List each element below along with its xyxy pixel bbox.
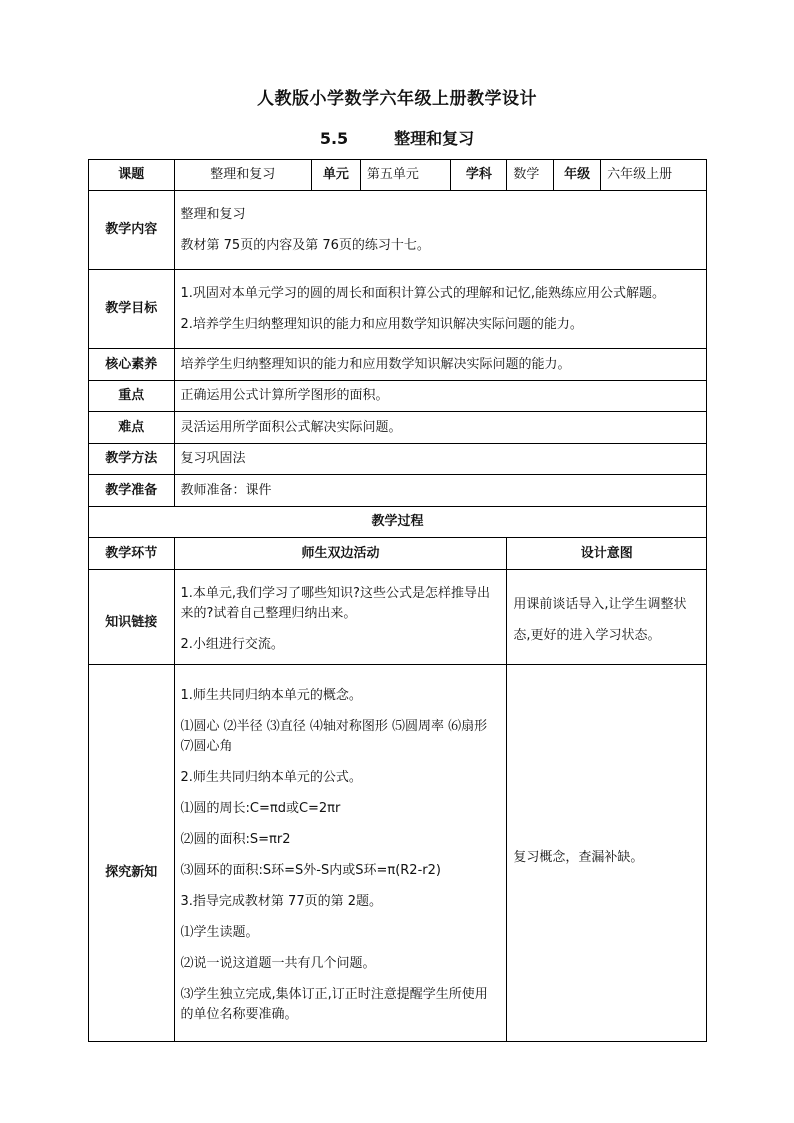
method-value: 复习巩固法 (174, 444, 706, 475)
header-row (89, 160, 707, 191)
method-row (89, 444, 707, 475)
literacy-label: 核心素养 (89, 349, 175, 381)
stage-cell: 知识链接 (89, 570, 175, 665)
activity-line: ⑴圆的周长:C=πd或C=2πr (180, 800, 341, 816)
key-point-label: 重点 (89, 381, 175, 412)
activity-line: 1.本单元,我们学习了哪些知识?这些公式是怎样推导出来的?试着自己整理归纳出来。 (180, 586, 490, 621)
activity-line: ⑶学生独立完成,集体订正,订正时注意提醒学生所使用的单位名称要准确。 (180, 986, 488, 1022)
difficulty-label: 难点 (89, 412, 175, 444)
preparation-row (89, 475, 707, 507)
content-value (174, 191, 706, 270)
activity-line: 1.师生共同归纳本单元的概念。 (180, 687, 362, 703)
difficulty-row (89, 412, 707, 444)
activity-line: 2.师生共同归纳本单元的公式。 (180, 769, 362, 785)
process-row (89, 665, 707, 1042)
content-line: 整理和复习 (180, 206, 246, 222)
unit-value: 第五单元 (360, 160, 451, 191)
intent-cell (507, 570, 707, 665)
intent-text: 用课前谈话导入,让学生调整状态,更好的进入学习状态。 (513, 596, 687, 643)
process-title: 教学过程 (89, 507, 707, 538)
method-label: 教学方法 (89, 444, 175, 475)
process-title-row (89, 507, 707, 538)
lesson-heading (0, 126, 794, 149)
lesson-number: 5.5 (319, 129, 349, 148)
objectives-row (89, 270, 707, 349)
preparation-label: 教学准备 (89, 475, 175, 507)
literacy-row (89, 349, 707, 381)
difficulty-value: 灵活运用所学面积公式解决实际问题。 (174, 412, 706, 444)
activity-line: ⑴圆心 ⑵半径 ⑶直径 ⑷轴对称图形 ⑸圆周率 ⑹扇形 ⑺圆心角 (180, 718, 488, 754)
subject-value: 数学 (507, 160, 554, 191)
key-point-row (89, 381, 707, 412)
intent-column-header: 设计意图 (507, 538, 707, 570)
literacy-value: 培养学生归纳整理知识的能力和应用数学知识解决实际问题的能力。 (174, 349, 706, 381)
topic-value: 整理和复习 (174, 160, 311, 191)
objectives-label: 教学目标 (89, 270, 175, 349)
stage-cell: 探究新知 (89, 665, 175, 1042)
grade-value: 六年级上册 (601, 160, 707, 191)
unit-label: 单元 (311, 160, 360, 191)
process-row (89, 570, 707, 665)
content-label: 教学内容 (89, 191, 175, 270)
intent-cell: 复习概念，查漏补缺。 (507, 665, 707, 1042)
content-row (89, 191, 707, 270)
topic-label: 课题 (89, 160, 175, 191)
activity-line: ⑴学生读题。 (180, 924, 259, 940)
activity-column-header: 师生双边活动 (174, 538, 507, 570)
activity-cell (174, 570, 507, 665)
activity-line: 3.指导完成教材第 77页的第 2题。 (180, 893, 382, 909)
activity-line: ⑵说一说这道题一共有几个问题。 (180, 955, 376, 971)
document-title: 人教版小学数学六年级上册教学设计 (257, 89, 537, 109)
activity-line: ⑵圆的面积:S=πr2 (180, 831, 291, 847)
activity-cell (174, 665, 507, 1042)
objectives-value (174, 270, 706, 349)
key-point-value: 正确运用公式计算所学图形的面积。 (174, 381, 706, 412)
stage-column-header: 教学环节 (89, 538, 175, 570)
subject-label: 学科 (451, 160, 507, 191)
preparation-value: 教师准备：课件 (174, 475, 706, 507)
objective-line: 1.巩固对本单元学习的圆的周长和面积计算公式的理解和记忆,能熟练应用公式解题。 (180, 285, 666, 301)
activity-line: ⑶圆环的面积:S环=S外-S内或S环=π(R2-r2) (180, 862, 441, 878)
objective-line: 2.培养学生归纳整理知识的能力和应用数学知识解决实际问题的能力。 (180, 316, 583, 332)
process-header-row (89, 538, 707, 570)
content-line: 教材第 75页的内容及第 76页的练习十七。 (180, 237, 430, 253)
activity-line: 2.小组进行交流。 (180, 637, 284, 652)
lesson-plan-table (88, 159, 707, 1042)
grade-label: 年级 (554, 160, 601, 191)
lesson-title: 整理和复习 (394, 129, 475, 148)
